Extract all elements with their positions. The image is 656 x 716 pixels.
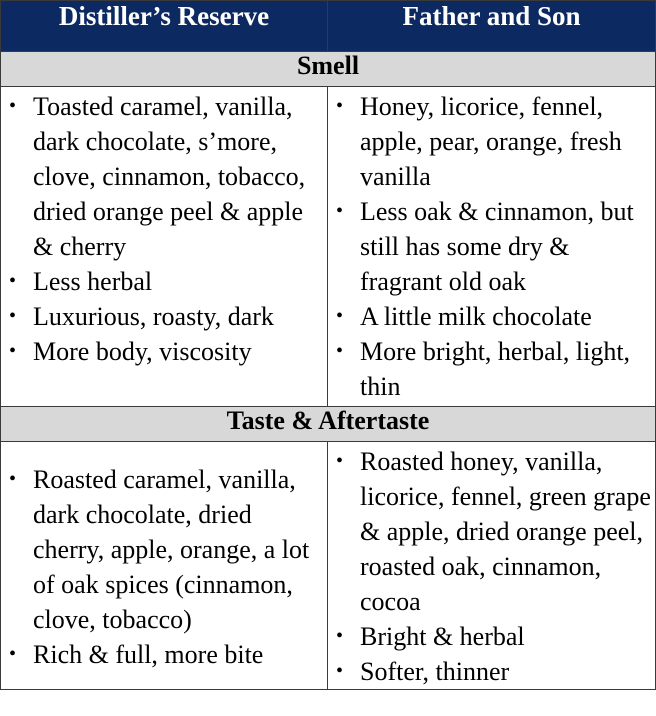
column-header-father-and-son: Father and Son <box>328 1 656 52</box>
note-text: A little milk chocolate <box>360 302 592 331</box>
bullet-list <box>1 87 327 371</box>
bullet-list <box>1 442 327 672</box>
section-title-smell: Smell <box>1 52 656 87</box>
bullet-icon: • <box>336 95 344 117</box>
note-text: More bright, herbal, light, thin <box>360 337 631 401</box>
note-text: Less herbal <box>33 267 153 296</box>
note-text: More body, viscosity <box>33 337 252 366</box>
bullet-icon: • <box>9 468 17 490</box>
notes-row-smell <box>1 87 656 407</box>
note-text: Roasted caramel, vanilla, dark chocolate, dried cherry, apple, orange, a lot of oak spices (cinnamon, clove, tobacco) <box>33 465 310 634</box>
bullet-icon: • <box>9 305 17 327</box>
bullet-icon: • <box>9 95 17 117</box>
list-item <box>1 89 327 264</box>
bullet-icon: • <box>336 450 344 472</box>
section-title-taste-aftertaste: Taste & Aftertaste <box>1 407 656 442</box>
bullet-icon: • <box>336 305 344 327</box>
bullet-icon: • <box>9 340 17 362</box>
bullet-icon: • <box>336 625 344 647</box>
bullet-icon: • <box>9 270 17 292</box>
bullet-icon: • <box>336 340 344 362</box>
smell-notes-distillers-reserve <box>1 87 328 407</box>
column-header-distillers-reserve: Distiller’s Reserve <box>1 1 328 52</box>
list-item <box>328 299 655 334</box>
bullet-list <box>328 87 655 406</box>
list-item <box>1 334 327 369</box>
section-row-smell <box>1 52 656 87</box>
note-text: Toasted caramel, vanilla, dark chocolate, s’more, clove, cinnamon, tobacco, dried orange peel & apple & cherry <box>33 92 306 261</box>
bullet-list <box>328 442 655 689</box>
list-item <box>328 444 655 619</box>
list-item <box>328 194 655 299</box>
bullet-icon: • <box>336 660 344 682</box>
section-row-taste <box>1 407 656 442</box>
notes-row-taste <box>1 442 656 690</box>
list-item <box>328 334 655 404</box>
list-item <box>1 637 327 672</box>
bullet-icon: • <box>9 643 17 665</box>
note-text: Roasted honey, vanilla, licorice, fennel, green grape & apple, dried orange peel, roasted oak, cinnamon, cocoa <box>360 447 651 616</box>
note-text: Bright & herbal <box>360 622 525 651</box>
list-item <box>1 299 327 334</box>
note-text: Honey, licorice, fennel, apple, pear, orange, fresh vanilla <box>360 92 622 191</box>
list-item <box>328 654 655 689</box>
taste-notes-distillers-reserve <box>1 442 328 690</box>
bullet-icon: • <box>336 200 344 222</box>
list-item <box>1 264 327 299</box>
note-text: Softer, thinner <box>360 657 510 686</box>
note-text: Luxurious, roasty, dark <box>33 302 274 331</box>
list-item <box>328 89 655 194</box>
smell-notes-father-and-son <box>328 87 656 407</box>
list-item <box>1 462 327 637</box>
note-text: Rich & full, more bite <box>33 640 264 669</box>
header-row <box>1 1 656 52</box>
list-item <box>328 619 655 654</box>
note-text: Less oak & cinnamon, but still has some dry & fragrant old oak <box>360 197 634 296</box>
taste-notes-father-and-son <box>328 442 656 690</box>
